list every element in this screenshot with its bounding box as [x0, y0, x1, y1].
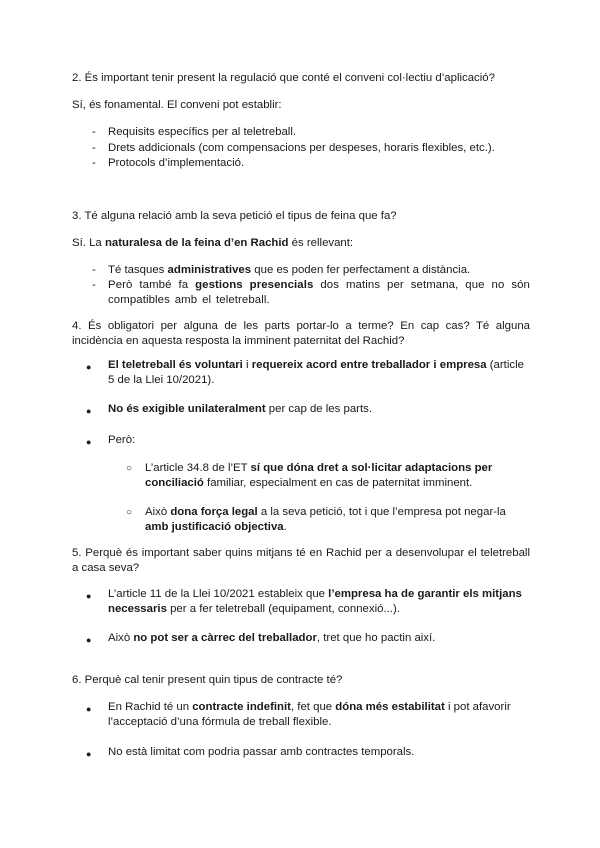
list-item: En Rachid té un contracte indefinit, fet que dóna més estabilitat i pot afavorir l’acceptació d’una fórmula de treball flexible. — [108, 701, 511, 729]
bullet-marker: ● — [86, 749, 92, 759]
sub-list-item: L’article 34.8 de l’ET sí que dóna dret a sol·licitar adaptacions per conciliació familiar, especialment en cas de paternitat imminent. — [145, 462, 493, 490]
dash-marker: - — [92, 264, 96, 276]
question-2: 2. És important tenir present la regulació que conté el conveni col·lectiu d’aplicació? — [72, 72, 495, 84]
dash-marker: - — [92, 126, 96, 138]
bullet-marker: ● — [86, 437, 92, 447]
list-item: Això no pot ser a càrrec del treballador, tret que ho pactin així. — [108, 632, 436, 644]
list-item: No està limitat com podria passar amb contractes temporals. — [108, 746, 415, 758]
sub-list-item: Això dona força legal a la seva petició, tot i que l’empresa pot negar-la amb justificació objectiva. — [145, 506, 506, 534]
bullet-marker: ● — [86, 406, 92, 416]
bullet-marker: ● — [86, 362, 92, 372]
circle-marker: ○ — [126, 507, 133, 518]
question-3: 3. Té alguna relació amb la seva petició el tipus de feina que fa? — [72, 210, 397, 222]
circle-marker: ○ — [126, 463, 133, 474]
list-item: El teletreball és voluntari i requereix acord entre treballador i empresa (article 5 de la Llei 10/2021). — [108, 359, 524, 387]
question-4: 4. És obligatori per alguna de les parts portar-lo a terme? En cap cas? Té alguna incidència en aquesta resposta la imminent paternitat del Rachid? — [72, 320, 530, 348]
list-item: No és exigible unilateralment per cap de les parts. — [108, 403, 372, 415]
bullet-marker: ● — [86, 591, 92, 601]
dash-marker: - — [92, 142, 96, 154]
list-item: Drets addicionals (com compensacions per despeses, horaris flexibles, etc.). — [108, 142, 495, 154]
bullet-marker: ● — [86, 635, 92, 645]
answer-3: Sí. La naturalesa de la feina d’en Rachid és rellevant: — [72, 237, 354, 249]
dash-marker: - — [92, 279, 96, 291]
question-5: 5. Perquè és important saber quins mitjans té en Rachid per a desenvolupar el teletreball a casa seva? — [72, 547, 530, 575]
list-item: Té tasques administratives que es poden fer perfectament a distància. — [108, 264, 471, 276]
dash-marker: - — [92, 157, 96, 169]
list-item: Però: — [108, 434, 136, 446]
question-6: 6. Perquè cal tenir present quin tipus de contracte té? — [72, 674, 343, 686]
bullet-marker: ● — [86, 704, 92, 714]
list-item: L’article 11 de la Llei 10/2021 estableix que l’empresa ha de garantir els mitjans necessaris per a fer teletreball (equipament, connexió...). — [108, 588, 522, 616]
list-item: Requisits específics per al teletreball. — [108, 126, 297, 138]
answer-2: Sí, és fonamental. El conveni pot establir: — [72, 99, 282, 111]
list-item: Però també fa gestions presencials dos matins per setmana, que no són compatibles amb el teletreball. — [108, 279, 530, 307]
list-item: Protocols d’implementació. — [108, 157, 245, 169]
